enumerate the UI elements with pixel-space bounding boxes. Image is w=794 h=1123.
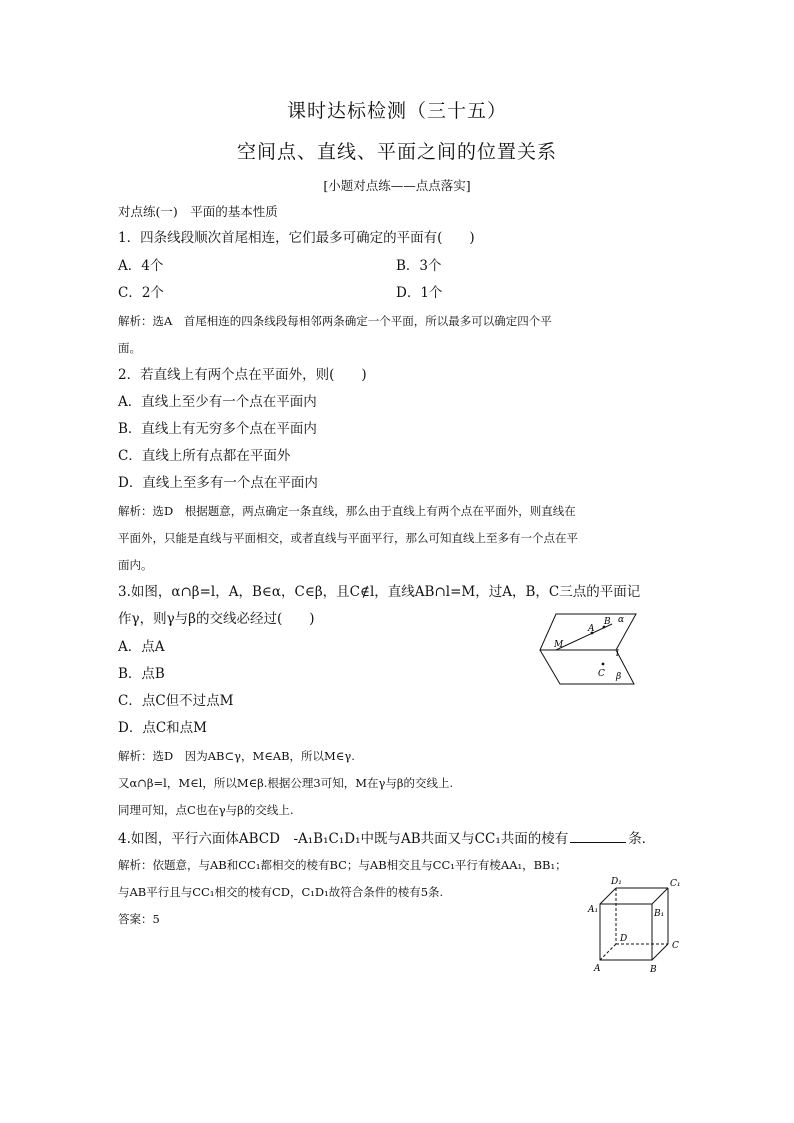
q3-option-b: B．点B — [118, 666, 165, 682]
edge-c-b — [652, 944, 668, 960]
label-m: M — [554, 640, 564, 650]
q4-answer: 答案：5 — [118, 912, 160, 926]
q3-option-a: A．点A — [118, 639, 165, 655]
label-b1: B₁ — [654, 909, 665, 919]
q3-stem-line1: 3.如图，α∩β=l，A，B∈α，C∈β，且C∉l，直线AB∩l=M，过A，B，C三点的平面记 — [118, 584, 641, 600]
q1-option-b: B．3个 — [396, 258, 442, 274]
q3-analysis-line1: 解析：选D 因为AB⊂γ，M∈AB，所以M∈γ. — [118, 749, 355, 763]
label-d: D — [620, 934, 628, 944]
q2-analysis-line1: 解析：选D 根据题意，两点确定一条直线，那么由于直线上有两个点在平面外，则直线在 — [118, 504, 576, 518]
label-c: C — [598, 669, 605, 679]
label-l: l — [616, 649, 619, 659]
q4-stem — [118, 828, 655, 848]
q1-analysis-line2: 面。 — [118, 341, 141, 355]
q1-option-a: A．4个 — [118, 258, 164, 274]
page-title: 课时达标检测（三十五） — [286, 100, 507, 122]
q1-stem: 1．四条线段顺次首尾相连，它们最多可确定的平面有( ) — [118, 230, 475, 246]
q2-analysis-line3: 面内。 — [118, 558, 153, 572]
q3-stem-line2: 作γ，则γ与β的交线必经过( ) — [118, 611, 315, 627]
q1-option-c: C．2个 — [118, 285, 164, 301]
label-c: C — [672, 941, 679, 951]
q2-option-b: B．直线上有无穷多个点在平面内 — [118, 421, 317, 437]
label-alpha: α — [618, 615, 625, 625]
label-b: B — [650, 965, 657, 975]
edge-a1-d1 — [600, 888, 616, 904]
q4-analysis-line2: 与AB平行且与CC₁相交的棱有CD，C₁D₁故符合条件的棱有5条. — [118, 885, 444, 899]
label-a1: A₁ — [588, 905, 599, 915]
q2-option-a: A．直线上至少有一个点在平面内 — [118, 394, 317, 410]
label-a: A — [588, 624, 595, 634]
q4-stem-text: 4.如图，平行六面体ABCD -A₁B₁C₁D₁中既与AB共面又与CC₁共面的棱有 — [118, 831, 569, 847]
label-c1: C₁ — [670, 879, 681, 889]
label-beta: β — [616, 672, 622, 682]
q2-stem: 2．若直线上有两个点在平面外，则( ) — [118, 367, 367, 383]
q2-option-c: C．直线上所有点都在平面外 — [118, 448, 291, 464]
q3-analysis-line3: 同理可知，点C也在γ与β的交线上. — [118, 803, 294, 817]
q4-analysis-line1: 解析：依题意，与AB和CC₁都相交的棱有BC；与AB相交且与CC₁平行有棱AA₁，BB₁； — [118, 858, 567, 872]
q4-stem-end: 条． — [628, 831, 656, 847]
label-a: A — [594, 964, 601, 974]
q3-option-d: D．点C和点M — [118, 720, 207, 736]
label-d1: D₁ — [611, 877, 622, 887]
point-c — [602, 663, 605, 666]
page-subtitle: 空间点、直线、平面之间的位置关系 — [236, 141, 557, 163]
q1-option-d: D．1个 — [396, 285, 443, 301]
q1-analysis-line1: 解析：选A 首尾相连的四条线段每相邻两条确定一个平面，所以最多可以确定四个平 — [118, 314, 552, 328]
q2-option-d: D．直线上至多有一个点在平面内 — [118, 475, 318, 491]
label-b: B — [604, 617, 611, 627]
section-tag: [小题对点练——点点落实] — [323, 178, 471, 193]
answer-blank — [570, 828, 626, 843]
q3-analysis-line2: 又α∩β=l，M∈l，所以M∈β.根据公理3可知，M在γ与β的交线上. — [118, 776, 454, 790]
section-heading: 对点练(一) 平面的基本性质 — [118, 204, 278, 219]
planes-figure — [534, 610, 664, 690]
q3-option-c: C．点C但不过点M — [118, 693, 234, 709]
q2-analysis-line2: 平面外，只能是直线与平面相交，或者直线与平面平行，那么可知直线上至多有一个点在平 — [118, 531, 578, 545]
edge-c1-b1 — [652, 888, 668, 904]
parallelepiped-figure — [586, 874, 690, 978]
